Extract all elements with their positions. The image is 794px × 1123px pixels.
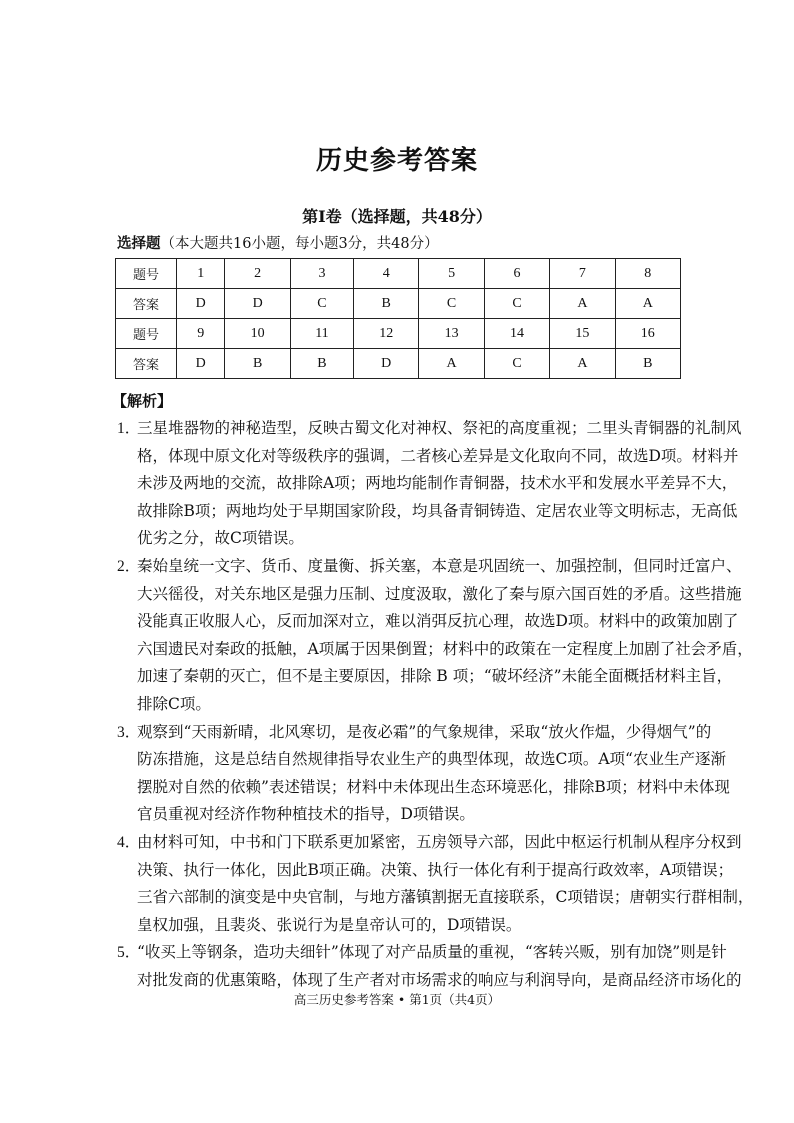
analysis-item: [117, 829, 754, 939]
table-cell: A: [550, 349, 615, 379]
section-heading: [117, 232, 439, 253]
item-text-line: 格，体现中原文化对等级秩序的强调，二者核心差异是文化取向不同，故选D项。材料并: [137, 446, 739, 465]
table-cell: C: [419, 289, 484, 319]
answer-table: [115, 258, 681, 379]
item-text-line: 官员重视对经济作物种植技术的指导，D项错误。: [137, 805, 475, 824]
page-footer: 高三历史参考答案 • 第1页（共4页）: [293, 992, 501, 1007]
item-text-line: 加速了秦朝的灭亡，但不是主要原因，排除 B 项；“破坏经济”未能全面概括材料主旨，: [137, 667, 733, 686]
table-row: [116, 349, 681, 379]
item-text-line: 故排除B项；两地均处于早期国家阶段，均具备青铜铸造、定居农业等文明标志，无高低: [137, 501, 738, 520]
item-number: 3．: [117, 723, 141, 741]
item-text-line: 三星堆器物的神秘造型，反映古蜀文化对神权、祭祀的高度重视；二里头青铜器的礼制风: [137, 419, 742, 437]
table-row: [116, 319, 681, 349]
table-cell: A: [550, 289, 615, 319]
analysis-item: [117, 939, 742, 994]
item-number: 1．: [117, 420, 141, 437]
item-text-line: 由材料可知，中书和门下联系更加紧密，五房领导六部，因此中枢运行机制从程序分权到: [137, 832, 742, 851]
table-cell: 2: [225, 259, 290, 289]
table-cell: 5: [419, 259, 484, 289]
table-cell: 16: [615, 319, 680, 349]
table-cell: D: [354, 349, 419, 379]
table-cell: 1: [177, 259, 225, 289]
item-text-line: 未涉及两地的交流，故排除A项；两地均能制作青铜器，技术水平和发展水平差异不大，: [137, 474, 738, 493]
analysis-list: [117, 415, 754, 994]
table-cell: D: [177, 289, 225, 319]
row-header: 题号: [116, 259, 177, 289]
table-cell: C: [290, 289, 353, 319]
table-row: [116, 289, 681, 319]
item-number: 4．: [117, 833, 141, 851]
table-cell: A: [615, 289, 680, 319]
table-cell: B: [354, 289, 419, 319]
table-cell: 9: [177, 319, 225, 349]
row-header: 题号: [116, 319, 177, 349]
item-text-line: 没能真正收服人心，反而加深对立，难以消弭反抗心理，故选D项。材料中的政策加剧了: [137, 612, 739, 631]
table-cell: 14: [484, 319, 549, 349]
section-label: 选择题: [117, 235, 161, 252]
table-cell: B: [290, 349, 353, 379]
table-cell: C: [484, 289, 549, 319]
part-subtitle: 第Ⅰ卷（选择题，共48分）: [302, 207, 492, 226]
item-text-line: 六国遗民对秦政的抵触，A项属于因果倒置；材料中的政策在一定程度上加剧了社会矛盾，: [137, 639, 753, 658]
table-row: [116, 259, 681, 289]
table-cell: 12: [354, 319, 419, 349]
item-text-line: 对批发商的优惠策略，体现了生产者对市场需求的响应与利润导向，是商品经济市场化的: [137, 970, 742, 989]
table-cell: C: [484, 349, 549, 379]
table-cell: 7: [550, 259, 615, 289]
item-text-line: 皇权加强，且裴炎、张说行为是皇帝认可的，D项错误。: [137, 915, 522, 934]
item-number: 5．: [117, 944, 141, 962]
analysis-item: [117, 719, 730, 829]
table-cell: B: [615, 349, 680, 379]
analysis-item: [117, 415, 742, 553]
item-text-line: 观察到“天雨新晴，北风寒切，是夜必霜”的气象规律，采取“放火作煴，少得烟气”的: [137, 722, 712, 741]
table-cell: A: [419, 349, 484, 379]
item-text-line: 优劣之分，故C项错误。: [137, 529, 304, 548]
table-cell: 3: [290, 259, 353, 289]
table-cell: D: [225, 289, 290, 319]
table-cell: 11: [290, 319, 353, 349]
table-cell: 10: [225, 319, 290, 349]
item-text-line: 三省六部制的演变是中央官制，与地方藩镇割据无直接联系，C项错误；唐朝实行群相制，: [137, 888, 754, 907]
analysis-label: 【解析】: [112, 392, 173, 410]
item-text-line: 排除C项。: [137, 694, 211, 713]
item-text-line: “收买上等钢条，造功夫细针”体现了对产品质量的重视，“客转兴贩，别有加饶”则是针: [137, 943, 727, 962]
analysis-item: [117, 553, 753, 719]
table-cell: B: [225, 349, 290, 379]
table-cell: 4: [354, 259, 419, 289]
table-cell: 6: [484, 259, 549, 289]
document-title: 历史参考答案: [315, 146, 478, 176]
table-cell: D: [177, 349, 225, 379]
item-text-line: 决策、执行一体化，因此B项正确。决策、执行一体化有利于提高行政效率，A项错误；: [137, 860, 734, 879]
section-note: （本大题共16小题，每小题3分，共48分）: [160, 236, 439, 252]
row-header: 答案: [116, 349, 177, 379]
row-header: 答案: [116, 289, 177, 319]
table-cell: 8: [615, 259, 680, 289]
item-text-line: 防冻措施，这是总结自然规律指导农业生产的典型体现，故选C项。A项“农业生产逐渐: [137, 750, 726, 769]
table-cell: 15: [550, 319, 615, 349]
item-text-line: 大兴徭役，对关东地区是强力压制、过度汲取，激化了秦与原六国百姓的矛盾。这些措施: [137, 584, 742, 603]
item-number: 2．: [117, 557, 141, 575]
item-text-line: 秦始皇统一文字、货币、度量衡、拆关塞，本意是巩固统一、加强控制，但同时迁富户、: [137, 556, 742, 575]
table-cell: 13: [419, 319, 484, 349]
item-text-line: 摆脱对自然的依赖”表述错误；材料中未体现出生态环境恶化，排除B项；材料中未体现: [137, 777, 730, 796]
